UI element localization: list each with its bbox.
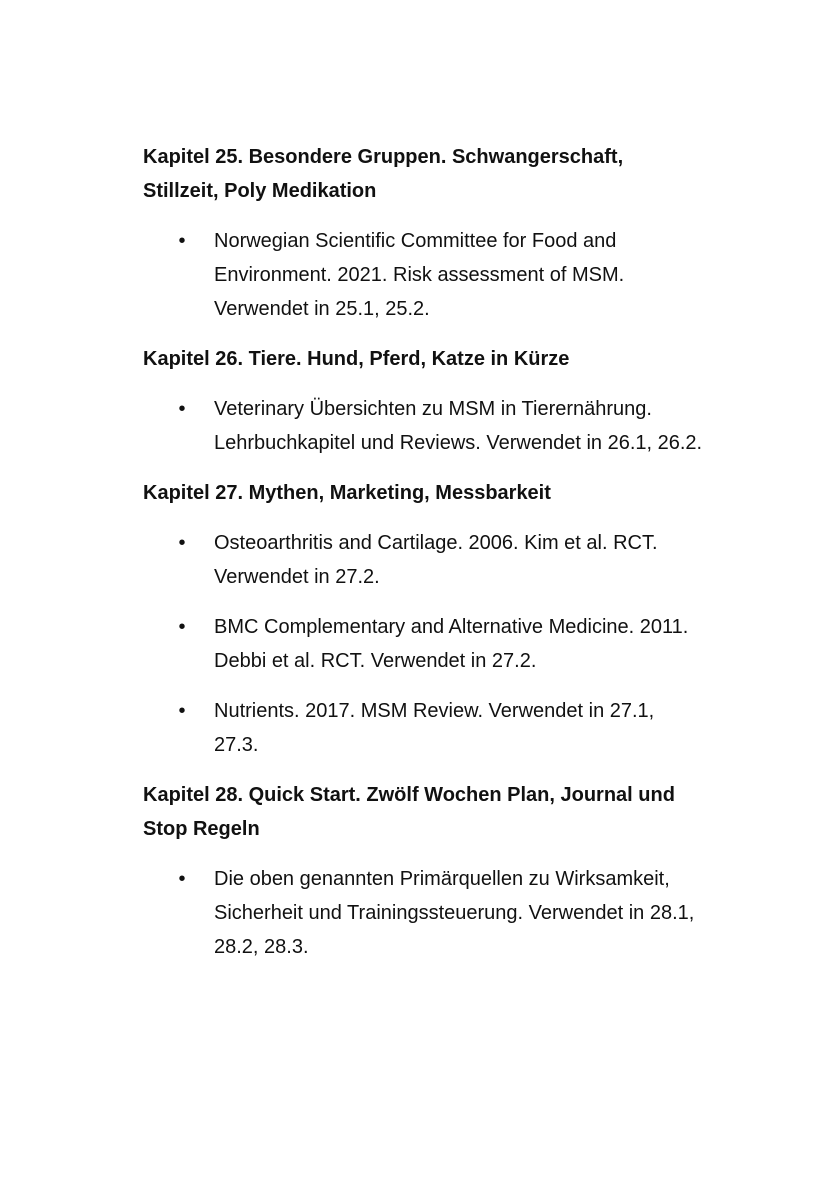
reference-text: BMC Complementary and Alternative Medicine. 2011. Debbi et al. RCT. Verwendet in 27.2. [214, 616, 689, 672]
reference-item [143, 862, 703, 964]
reference-list-28 [143, 862, 703, 964]
bullet-icon: • [178, 398, 186, 420]
reference-list-27 [143, 526, 703, 762]
reference-item [143, 610, 703, 678]
chapter-heading-26: Kapitel 26. Tiere. Hund, Pferd, Katze in Kürze [143, 348, 570, 370]
reference-item [143, 694, 703, 762]
bullet-icon: • [178, 616, 186, 638]
reference-list-25 [143, 224, 703, 326]
chapter-heading-28: Kapitel 28. Quick Start. Zwölf Wochen Plan, Journal und Stop Regeln [143, 784, 675, 840]
bullet-icon: • [178, 230, 186, 252]
reference-item [143, 526, 703, 594]
chapter-heading-27: Kapitel 27. Mythen, Marketing, Messbarkeit [143, 482, 551, 504]
reference-text: Norwegian Scientific Committee for Food and Environment. 2021. Risk assessment of MSM. Verwendet in 25.1, 25.2. [214, 230, 625, 320]
reference-text: Veterinary Übersichten zu MSM in Tierernährung. Lehrbuchkapitel und Reviews. Verwendet in 26.1, 26.2. [214, 398, 703, 454]
reference-item [143, 392, 703, 460]
bullet-icon: • [178, 532, 186, 554]
reference-text: Nutrients. 2017. MSM Review. Verwendet in 27.1, 27.3. [214, 700, 655, 756]
reference-item [143, 224, 703, 326]
bullet-icon: • [178, 700, 186, 722]
chapter-heading-25: Kapitel 25. Besondere Gruppen. Schwangerschaft, Stillzeit, Poly Medikation [143, 146, 624, 202]
document-page [143, 140, 703, 964]
reference-list-26 [143, 392, 703, 460]
reference-text: Osteoarthritis and Cartilage. 2006. Kim et al. RCT. Verwendet in 27.2. [214, 532, 658, 588]
reference-text: Die oben genannten Primärquellen zu Wirksamkeit, Sicherheit und Trainingssteuerung. Verwendet in 28.1, 28.2, 28.3. [214, 868, 695, 958]
bullet-icon: • [178, 868, 186, 890]
